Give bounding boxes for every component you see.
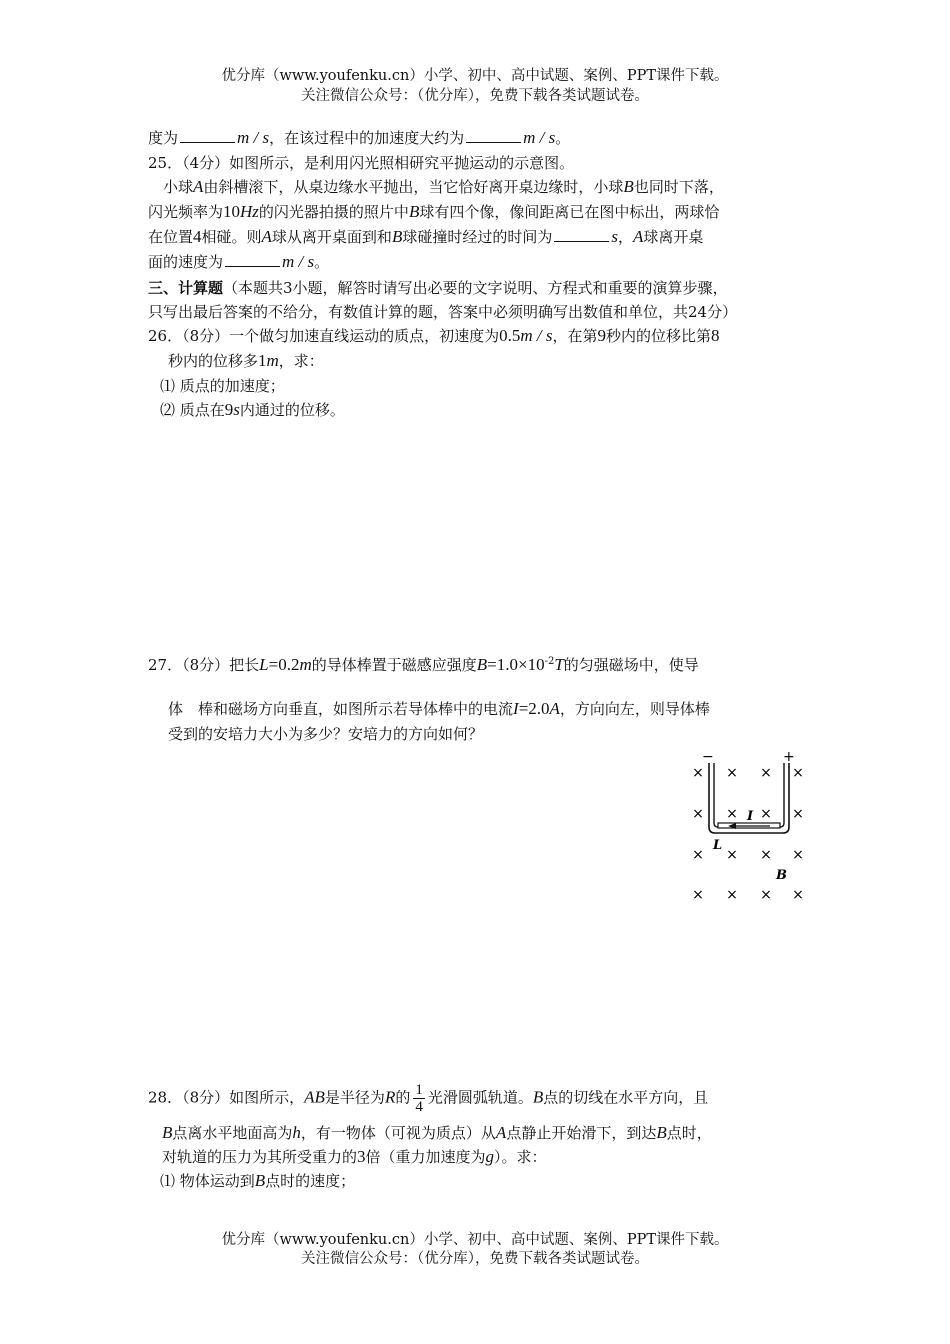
q28-part1: ⑴ 物体运动到B点时的速度； xyxy=(160,1171,356,1190)
q26-line2: 秒内的位移多1m，求： xyxy=(168,351,324,370)
quarter-fraction: $\frac{1}{4}$ xyxy=(415,1082,423,1115)
page-header-line1: 优分库（www.youfenku.cn）小学、初中、高中试题、案例、PPT课件下载。 xyxy=(221,68,729,84)
field-label: B xyxy=(776,868,787,883)
text: ，在该过程中的加速度大约为 xyxy=(269,129,465,147)
field-cross: × xyxy=(692,847,704,863)
q27-line2: 体 棒和磁场方向垂直，如图所示若导体棒中的电流I=2.0A，方向向左，则导体棒 xyxy=(168,699,710,718)
q25-heading: 25．（4分）如图所示，是利用闪光照相研究平抛运动的示意图。 xyxy=(148,154,575,172)
q27-line1: 27．（8分）把长L=0.2m的导体棒置于磁感应强度$B=1.0\times 10^{-2}T$的匀强磁场中，使导 xyxy=(148,655,699,674)
field-cross: × xyxy=(792,887,804,903)
answer-blank[interactable] xyxy=(225,252,280,267)
answer-blank[interactable] xyxy=(180,128,235,143)
field-cross: × xyxy=(692,887,704,903)
q28-line1: 28．（8分）如图所示，AB是半径为R的 $\frac{1}{4}$ 光滑圆弧轨道。B点的切线在水平方向，且 xyxy=(148,1082,709,1115)
field-cross: × xyxy=(760,806,772,822)
field-cross: × xyxy=(792,765,804,781)
q25-line2: 闪光频率为10Hz的闪光器拍摄的照片中B球有四个像，像间距离已在图中标出，两球恰 xyxy=(148,202,720,221)
answer-blank[interactable] xyxy=(554,227,609,242)
length-label: L xyxy=(713,838,723,853)
negative-terminal: − xyxy=(702,749,714,765)
field-cross: × xyxy=(760,847,772,863)
field-cross: × xyxy=(692,765,704,781)
q25-line1: 小球A由斜槽滚下，从桌边缘水平抛出，当它恰好离开桌边缘时，小球B也同时下落， xyxy=(163,177,724,196)
section3-line2: 只写出最后答案的不给分，有数值计算的题，答案中必须明确写出数值和单位，共24分） xyxy=(148,303,738,321)
q27-line3: 受到的安培力大小为多少？安培力的方向如何？ xyxy=(168,725,484,743)
q26-part2: ⑵ 质点在9s内通过的位移。 xyxy=(160,400,345,419)
answer-blank[interactable] xyxy=(466,128,521,143)
magnetic-field-figure xyxy=(680,745,810,910)
q25-line3: 在位置4相碰。则A球从离开桌面到和B球碰撞时经过的时间为 s，A球离开桌 xyxy=(148,227,704,246)
q26-line1: 26．（8分）一个做匀加速直线运动的质点，初速度为0.5m / s，在第9秒内的位移比第8 xyxy=(148,326,720,345)
page-header-line2: 关注微信公众号：（优分库），免费下载各类试题试卷。 xyxy=(301,88,649,104)
q28-line3: 对轨道的压力为其所受重力的3倍（重力加速度为g）。求： xyxy=(162,1147,547,1166)
page-footer-line2: 关注微信公众号：（优分库），免费下载各类试题试卷。 xyxy=(301,1251,649,1267)
field-cross: × xyxy=(726,765,738,781)
field-cross: × xyxy=(726,887,738,903)
text: 度为 xyxy=(148,129,179,147)
unit: m / s xyxy=(237,128,270,147)
text: 。 xyxy=(555,129,571,147)
q26-part1: ⑴ 质点的加速度； xyxy=(160,377,285,395)
positive-terminal: + xyxy=(783,749,795,765)
field-cross: × xyxy=(726,847,738,863)
field-cross: × xyxy=(760,887,772,903)
current-label: I xyxy=(747,809,754,824)
q24-tail xyxy=(148,126,570,150)
q28-line2: B点离水平地面高为h，有一物体（可视为质点）从A点静止开始滑下，到达B点时， xyxy=(162,1123,712,1142)
q25-line4: 面的速度为 m / s。 xyxy=(148,252,330,271)
section3-line1: 三、计算题（本题共3小题，解答时请写出必要的文字说明、方程式和重要的演算步骤， xyxy=(148,279,728,297)
page-footer-line1: 优分库（www.youfenku.cn）小学、初中、高中试题、案例、PPT课件下载。 xyxy=(221,1232,729,1248)
section3-title: 三、计算题 xyxy=(148,279,224,297)
field-cross: × xyxy=(726,806,738,822)
field-cross: × xyxy=(792,806,804,822)
field-cross: × xyxy=(792,847,804,863)
field-cross: × xyxy=(692,806,704,822)
field-cross: × xyxy=(760,765,772,781)
unit: m / s xyxy=(523,128,556,147)
